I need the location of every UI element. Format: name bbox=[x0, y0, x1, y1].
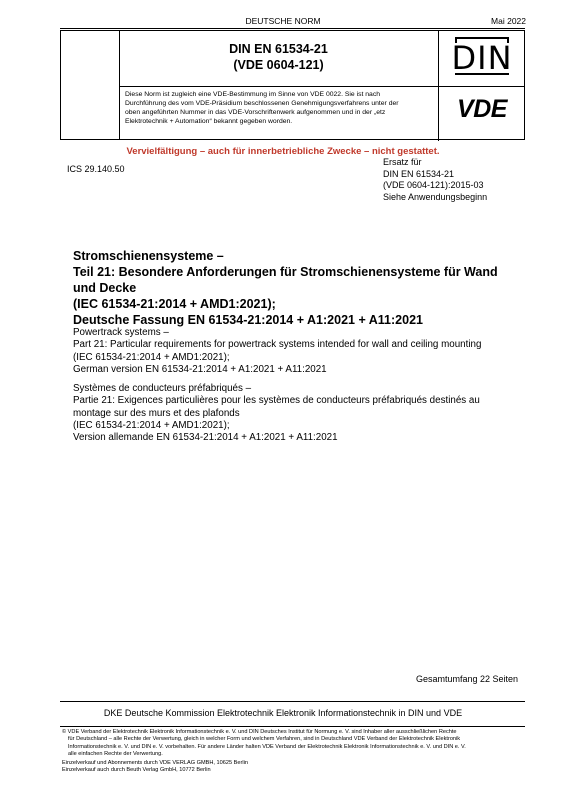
replacement-block bbox=[383, 157, 487, 203]
ics-code: ICS 29.140.50 bbox=[67, 164, 125, 174]
vde-regulation-note bbox=[125, 90, 434, 126]
copyright-line: © VDE Verband der Elektrotechnik Elektronik Informationstechnik e. V. und DIN Deutsches Institut für Normung e. V. sind Inhaber aller ausschließlichen Rechte bbox=[62, 729, 457, 735]
replacement-line: DIN EN 61534-21 bbox=[383, 168, 455, 179]
copyright-line: Informationstechnik e. V. und DIN e. V. vorbehalten. Für andere Länder halten VDE Verband der Elektrotechnik Elektronik Informationstechnik e. V. und DIN e. V. bbox=[68, 743, 466, 750]
total-pages: Gesamtumfang 22 Seiten bbox=[415, 674, 518, 684]
title-line: und Decke bbox=[73, 281, 137, 295]
sales-line: Einzelverkauf und Abonnements durch VDE VERLAG GMBH, 10625 Berlin bbox=[62, 759, 248, 766]
title-line: montage sur des murs et des plafonds bbox=[73, 407, 240, 419]
copyright-notice bbox=[62, 729, 524, 774]
publication-date: Mai 2022 bbox=[491, 16, 526, 26]
sales-line: Einzelverkauf auch durch Beuth Verlag GmbH, 10772 Berlin bbox=[62, 767, 211, 774]
din-logo: DIN bbox=[451, 39, 513, 77]
dke-rule-bottom bbox=[60, 726, 525, 727]
title-line: German version EN 61534-21:2014 + A1:2021 + A11:2021 bbox=[73, 363, 327, 375]
title-line: Partie 21: Exigences particulières pour les systèmes de conducteurs préfabriqués destinés au bbox=[73, 395, 480, 407]
title-line: Systèmes de conducteurs préfabriqués – bbox=[73, 383, 252, 394]
note-line: Elektrotechnik + Automation“ bekannt gegeben worden. bbox=[125, 118, 293, 125]
dke-rule-top bbox=[60, 701, 525, 702]
title-english bbox=[73, 327, 481, 376]
dke-commission: DKE Deutsche Kommission Elektrotechnik Elektronik Informationstechnik in DIN und VDE bbox=[103, 708, 463, 718]
replacement-line: Siehe Anwendungsbeginn bbox=[383, 191, 488, 202]
vde-logo: VDE bbox=[457, 95, 507, 123]
copyright-line: für Deutschland – alle Rechte der Verwertung, gleich in welcher Form und welchem Verfahren, sind in Deutschland VDE Verband der Elektrotechnik Elektronik bbox=[68, 736, 461, 743]
document-type-header: DEUTSCHE NORM bbox=[245, 16, 321, 26]
copy-prohibition-notice: Vervielfältigung – auch für innerbetriebliche Zwecke – nicht gestattet. bbox=[126, 146, 440, 157]
standard-number: DIN EN 61534-21 bbox=[229, 42, 328, 56]
note-line: Diese Norm ist zugleich eine VDE-Bestimmung im Sinne von VDE 0022. Sie ist nach bbox=[125, 91, 380, 98]
vde-classification: (VDE 0604-121) bbox=[233, 58, 324, 72]
box-divider-middle bbox=[119, 86, 524, 87]
title-line: (IEC 61534-21:2014 + AMD1:2021); bbox=[73, 419, 230, 431]
header-rule bbox=[60, 28, 525, 29]
title-french bbox=[73, 383, 480, 444]
title-line: Version allemande EN 61534-21:2014 + A1:2021 + A11:2021 bbox=[73, 432, 338, 444]
title-line: Part 21: Particular requirements for powertrack systems intended for wall and ceiling mounting bbox=[73, 339, 482, 351]
title-line: Stromschienensysteme – bbox=[73, 249, 224, 263]
copyright-line: alle einfachen Rechte der Verwertung. bbox=[68, 751, 163, 758]
title-line: Deutsche Fassung EN 61534-21:2014 + A1:2021 + A11:2021 bbox=[73, 313, 423, 327]
title-box bbox=[60, 30, 525, 140]
title-german bbox=[73, 248, 498, 328]
title-line: (IEC 61534-21:2014 + AMD1:2021); bbox=[73, 351, 230, 363]
note-line: oben angeführten Nummer in das VDE-Vorschriftenwerk aufgenommen und in der „etz bbox=[125, 109, 386, 116]
replacement-line: (VDE 0604-121):2015-03 bbox=[383, 180, 484, 190]
standard-number-block bbox=[119, 41, 438, 73]
title-line: Powertrack systems – bbox=[73, 327, 169, 338]
replacement-line: Ersatz für bbox=[383, 157, 422, 167]
title-line: (IEC 61534-21:2014 + AMD1:2021); bbox=[73, 297, 276, 311]
title-line: Teil 21: Besondere Anforderungen für Stromschienensysteme für Wand bbox=[73, 265, 498, 279]
note-line: Durchführung des vom VDE-Präsidium beschlossenen Genehmigungsverfahrens unter der bbox=[125, 100, 399, 107]
box-divider-right-top bbox=[438, 31, 439, 86]
